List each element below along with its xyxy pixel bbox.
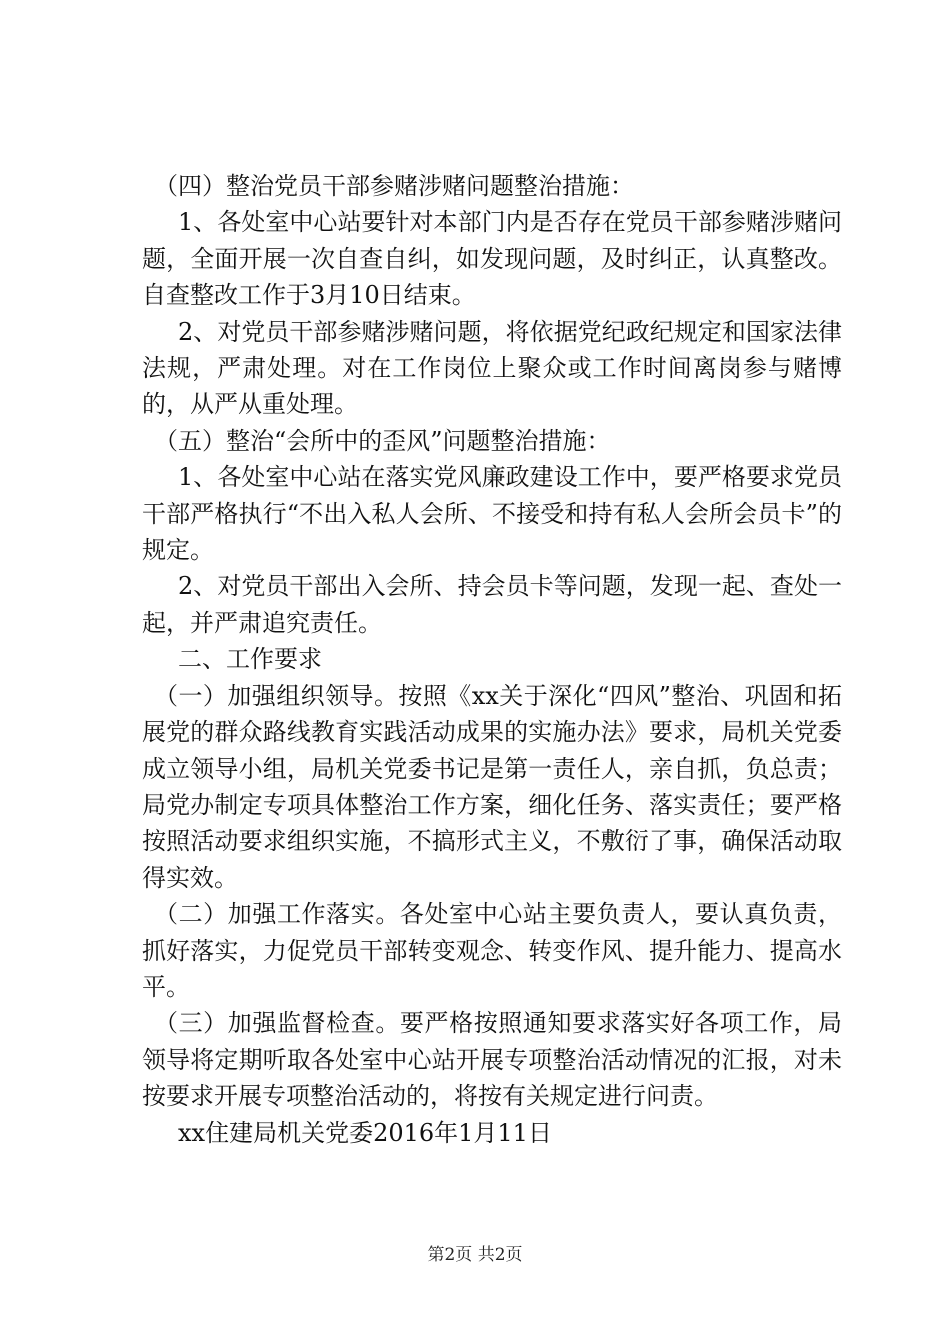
section-heading-5: （五）整治“会所中的歪风”问题整治措施：: [154, 426, 611, 455]
paragraph-4-2: 2、对党员干部参赌涉赌问题，将依据党纪政纪规定和国家法律法规，严肃处理。对在工作岗位上聚众或工作时间离岗参与赌博的，从严从重处理。: [142, 317, 842, 419]
paragraph-5-1: 1、各处室中心站在落实党风廉政建设工作中，要严格要求党员干部严格执行“不出入私人会所、不接受和持有私人会所会员卡”的规定。: [142, 463, 842, 565]
paragraph-5-2: 2、对党员干部出入会所、持会员卡等问题，发现一起、查处一起，并严肃追究责任。: [142, 572, 842, 637]
document-body: [142, 168, 842, 1151]
requirement-3: （三）加强监督检查。要严格按照通知要求落实好各项工作，局领导将定期听取各处室中心站开展专项整治活动情况的汇报，对未按要求开展专项整治活动的，将按有关规定进行问责。: [142, 1009, 842, 1111]
paragraph-4-1: 1、各处室中心站要针对本部门内是否存在党员干部参赌涉赌问题，全面开展一次自查自纠，如发现问题，及时纠正，认真整改。自查整改工作于3月10日结束。: [142, 208, 842, 310]
section-heading-4: （四）整治党员干部参赌涉赌问题整治措施：: [154, 172, 634, 200]
section-heading-requirements: 二、工作要求: [178, 645, 322, 674]
page-number-footer: 第2页 共2页: [427, 1245, 523, 1265]
requirement-1: （一）加强组织领导。按照《xx关于深化“四风”整治、巩固和拓展党的群众路线教育实践活动成果的实施办法》要求，局机关党委成立领导小组，局机关党委书记是第一责任人，亲自抓，负总责；局党办制定专项具体整治工作方案，细化任务、落实责任；要严格按照活动要求组织实施，不搞形式主义，不敷衍了事，确保活动取得实效。: [142, 681, 842, 892]
signature-date: xx住建局机关党委2016年1月11日: [178, 1118, 552, 1147]
requirement-2: （二）加强工作落实。各处室中心站主要负责人，要认真负责，抓好落实，力促党员干部转变观念、转变作风、提升能力、提高水平。: [142, 900, 842, 1001]
